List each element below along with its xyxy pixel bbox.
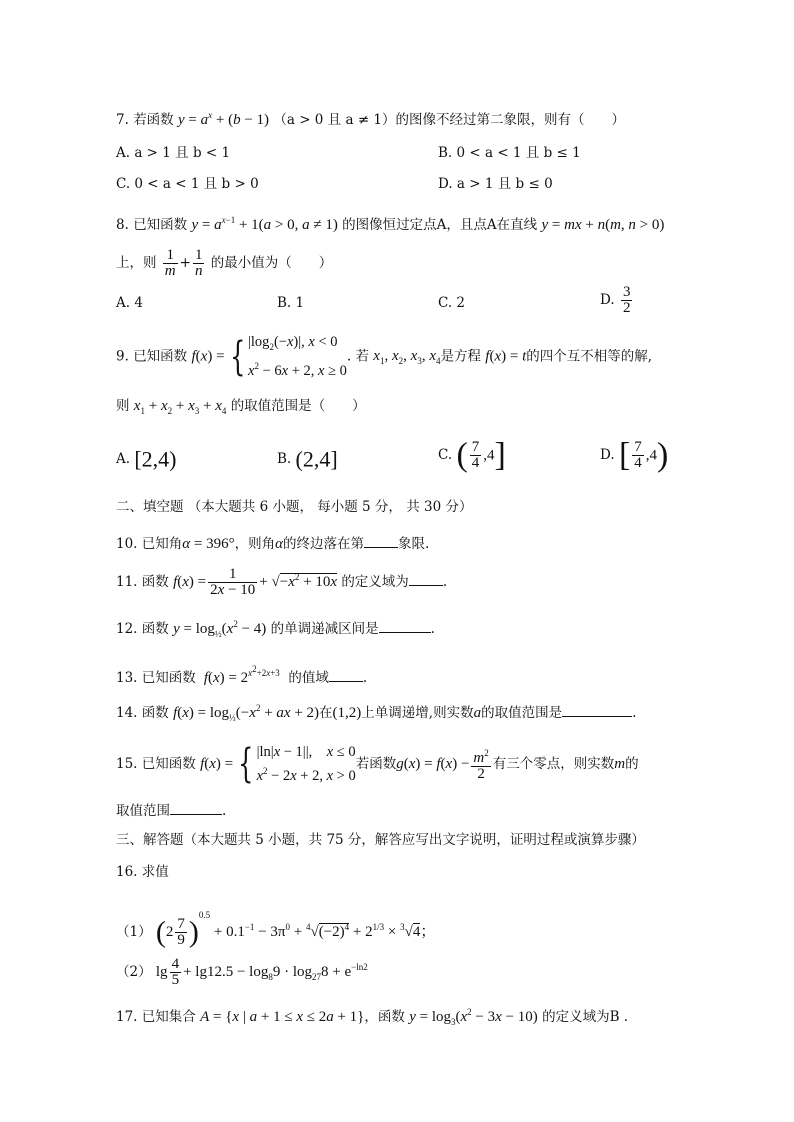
q8-line-formula: y = mx + n(m, n > 0) — [541, 217, 665, 233]
q9-brace: { — [229, 333, 245, 380]
q15-piecewise: |ln|x − 1||, x ≤ 0 $x^2 - 2x + 2$, x > 0 — [256, 744, 356, 784]
q7-formula: $y = a^x + (b - 1)$ — [177, 110, 270, 128]
q7-stem: 7. 若函数 $y = a^x + (b - 1) (a > 0$ 且 a ≠ 1）的图像不经过第二象限，则有（ ） — [116, 110, 626, 128]
q16-title: 16. 求值 — [116, 864, 169, 880]
q15-stem-line2: 取值范围 . — [116, 800, 226, 821]
q17-stem: 17. 已知集合 A = {x | a + 1 ≤ x ≤ 2a + 1}，函数 $y = \log_3(x^2 - 3x - 10)$ 的定义域为B . — [116, 1007, 629, 1027]
q8-frac-3-2: $\frac{3}{2}$ — [622, 284, 631, 316]
section-2-heading: 二、填空题 （本大题共 6 小题， 每小题 5 分， 共 30 分） — [116, 499, 473, 515]
q8-option-c[interactable]: C. 2 — [438, 295, 466, 311]
q13-answer-blank[interactable] — [329, 667, 363, 682]
q9-stem: 9. 已知函数 f(x) = { $|\log_2(-x)|$, x < 0 $x^2 - 6x + 2$, x ≥ 0 . 若 $x_1$, $x_2$, $x_3$, $x_4$是方程 f(x) = t的四个互不相等的解, — [116, 333, 653, 380]
q10-answer-blank[interactable] — [364, 533, 398, 548]
q10-stem: 10. 已知角α = 396°，则角α的终边落在第 象限. — [116, 533, 429, 554]
q7-option-a[interactable]: A. a > 1 且 b < 1 — [116, 145, 231, 161]
q14-stem: 14. 函数 $f(x) = \log_{\frac{1}{3}}(-x^2$ + ax + 2)在(1,2)上单调递增,则实数a的取值范围是 . — [116, 703, 637, 723]
q8-frac-1m: $\frac{1}{m}$ — [164, 247, 176, 279]
q12-answer-blank[interactable] — [379, 618, 431, 633]
q11-stem: 11. 函数 f(x) = $\frac{1}{2x - 10}$ + $√-x^2 + 10x$ 的定义域为 . — [116, 566, 448, 598]
q7-number: 7. — [116, 112, 129, 128]
q9-option-d[interactable]: D. [ $\frac{7}{4}$ ,4) — [600, 436, 669, 474]
q8-stem: 8. 已知函数 $y = a^{x-1} + 1(a > 0$, a ≠ 1) 的图像恒过定点A，且点A在直线 y = mx + n(m, n > 0) — [116, 215, 665, 233]
q7-option-d[interactable]: D. a > 1 且 b ≤ 0 — [438, 176, 553, 192]
q7-option-b[interactable]: B. 0 < a < 1 且 b ≤ 1 — [438, 145, 581, 161]
q9-option-c[interactable]: C. ( $\frac{7}{4}$ ,4] — [438, 436, 506, 474]
section-3-heading: 三、解答题（本大题共 5 小题，共 75 分，解答应写出文字说明，证明过程或演算步骤） — [116, 832, 645, 848]
q9-piecewise: $|\log_2(-x)|$, x < 0 $x^2 - 6x + 2$, x ≥ 0 — [248, 334, 347, 379]
q8-option-b[interactable]: B. 1 — [277, 295, 305, 311]
q12-stem: 12. 函数 $y = \log_{\frac{1}{2}}(x^2 - 4)$ 的单调递减区间是 . — [116, 619, 435, 639]
q14-answer-blank[interactable] — [562, 702, 632, 717]
q8-formula: $y = a^{x-1} + 1(a > 0$, a ≠ 1) — [191, 215, 338, 233]
q15-answer-blank[interactable] — [170, 800, 222, 815]
q9-stem-line2: 则 $x_1 + x_2 + x_3 + x_4$ 的取值范围是（ ） — [116, 398, 366, 416]
q8-frac-1n: $\frac{1}{n}$ — [194, 247, 203, 279]
q8-stem-line2: 上，则 $\frac{1}{m}$ + $\frac{1}{n}$ 的最小值为（ ） — [116, 247, 333, 279]
q8-option-d[interactable]: D. $\frac{3}{2}$ — [600, 284, 631, 316]
q9-option-a[interactable]: A. [2,4) — [116, 446, 177, 472]
q16-part-2: （2） lg $\frac{4}{5}$ + $\lg 12.5 - \log_89 \cdot \log_{27}8 + e^{-ln2}$ — [116, 956, 368, 989]
q13-stem: 13. 已知函数 $f(x) = 2^{x^2+2x+3}$ 的值域 . — [116, 664, 368, 686]
q9-option-b[interactable]: B. (2,4] — [277, 446, 338, 472]
q7-option-c[interactable]: C. 0 < a < 1 且 b > 0 — [116, 176, 259, 192]
q8-option-a[interactable]: A. 4 — [116, 295, 143, 311]
q16-part-1: （1） (2 $\frac{7}{9}$ )$^{0.5} + 0.1^{-1} - 3\pi^0 + ^4√(-2)^4 + 2^{1/3} \times ^3√4$； — [116, 910, 436, 949]
q11-answer-blank[interactable] — [409, 571, 443, 586]
q15-stem: 15. 已知函数 f(x) = { |ln|x − 1||, x ≤ 0 $x^2 - 2x + 2$, x > 0 若函数g(x) = f(x) − $\frac{m^2}{2}$ 有三个零点，则实数m的 — [116, 741, 639, 788]
